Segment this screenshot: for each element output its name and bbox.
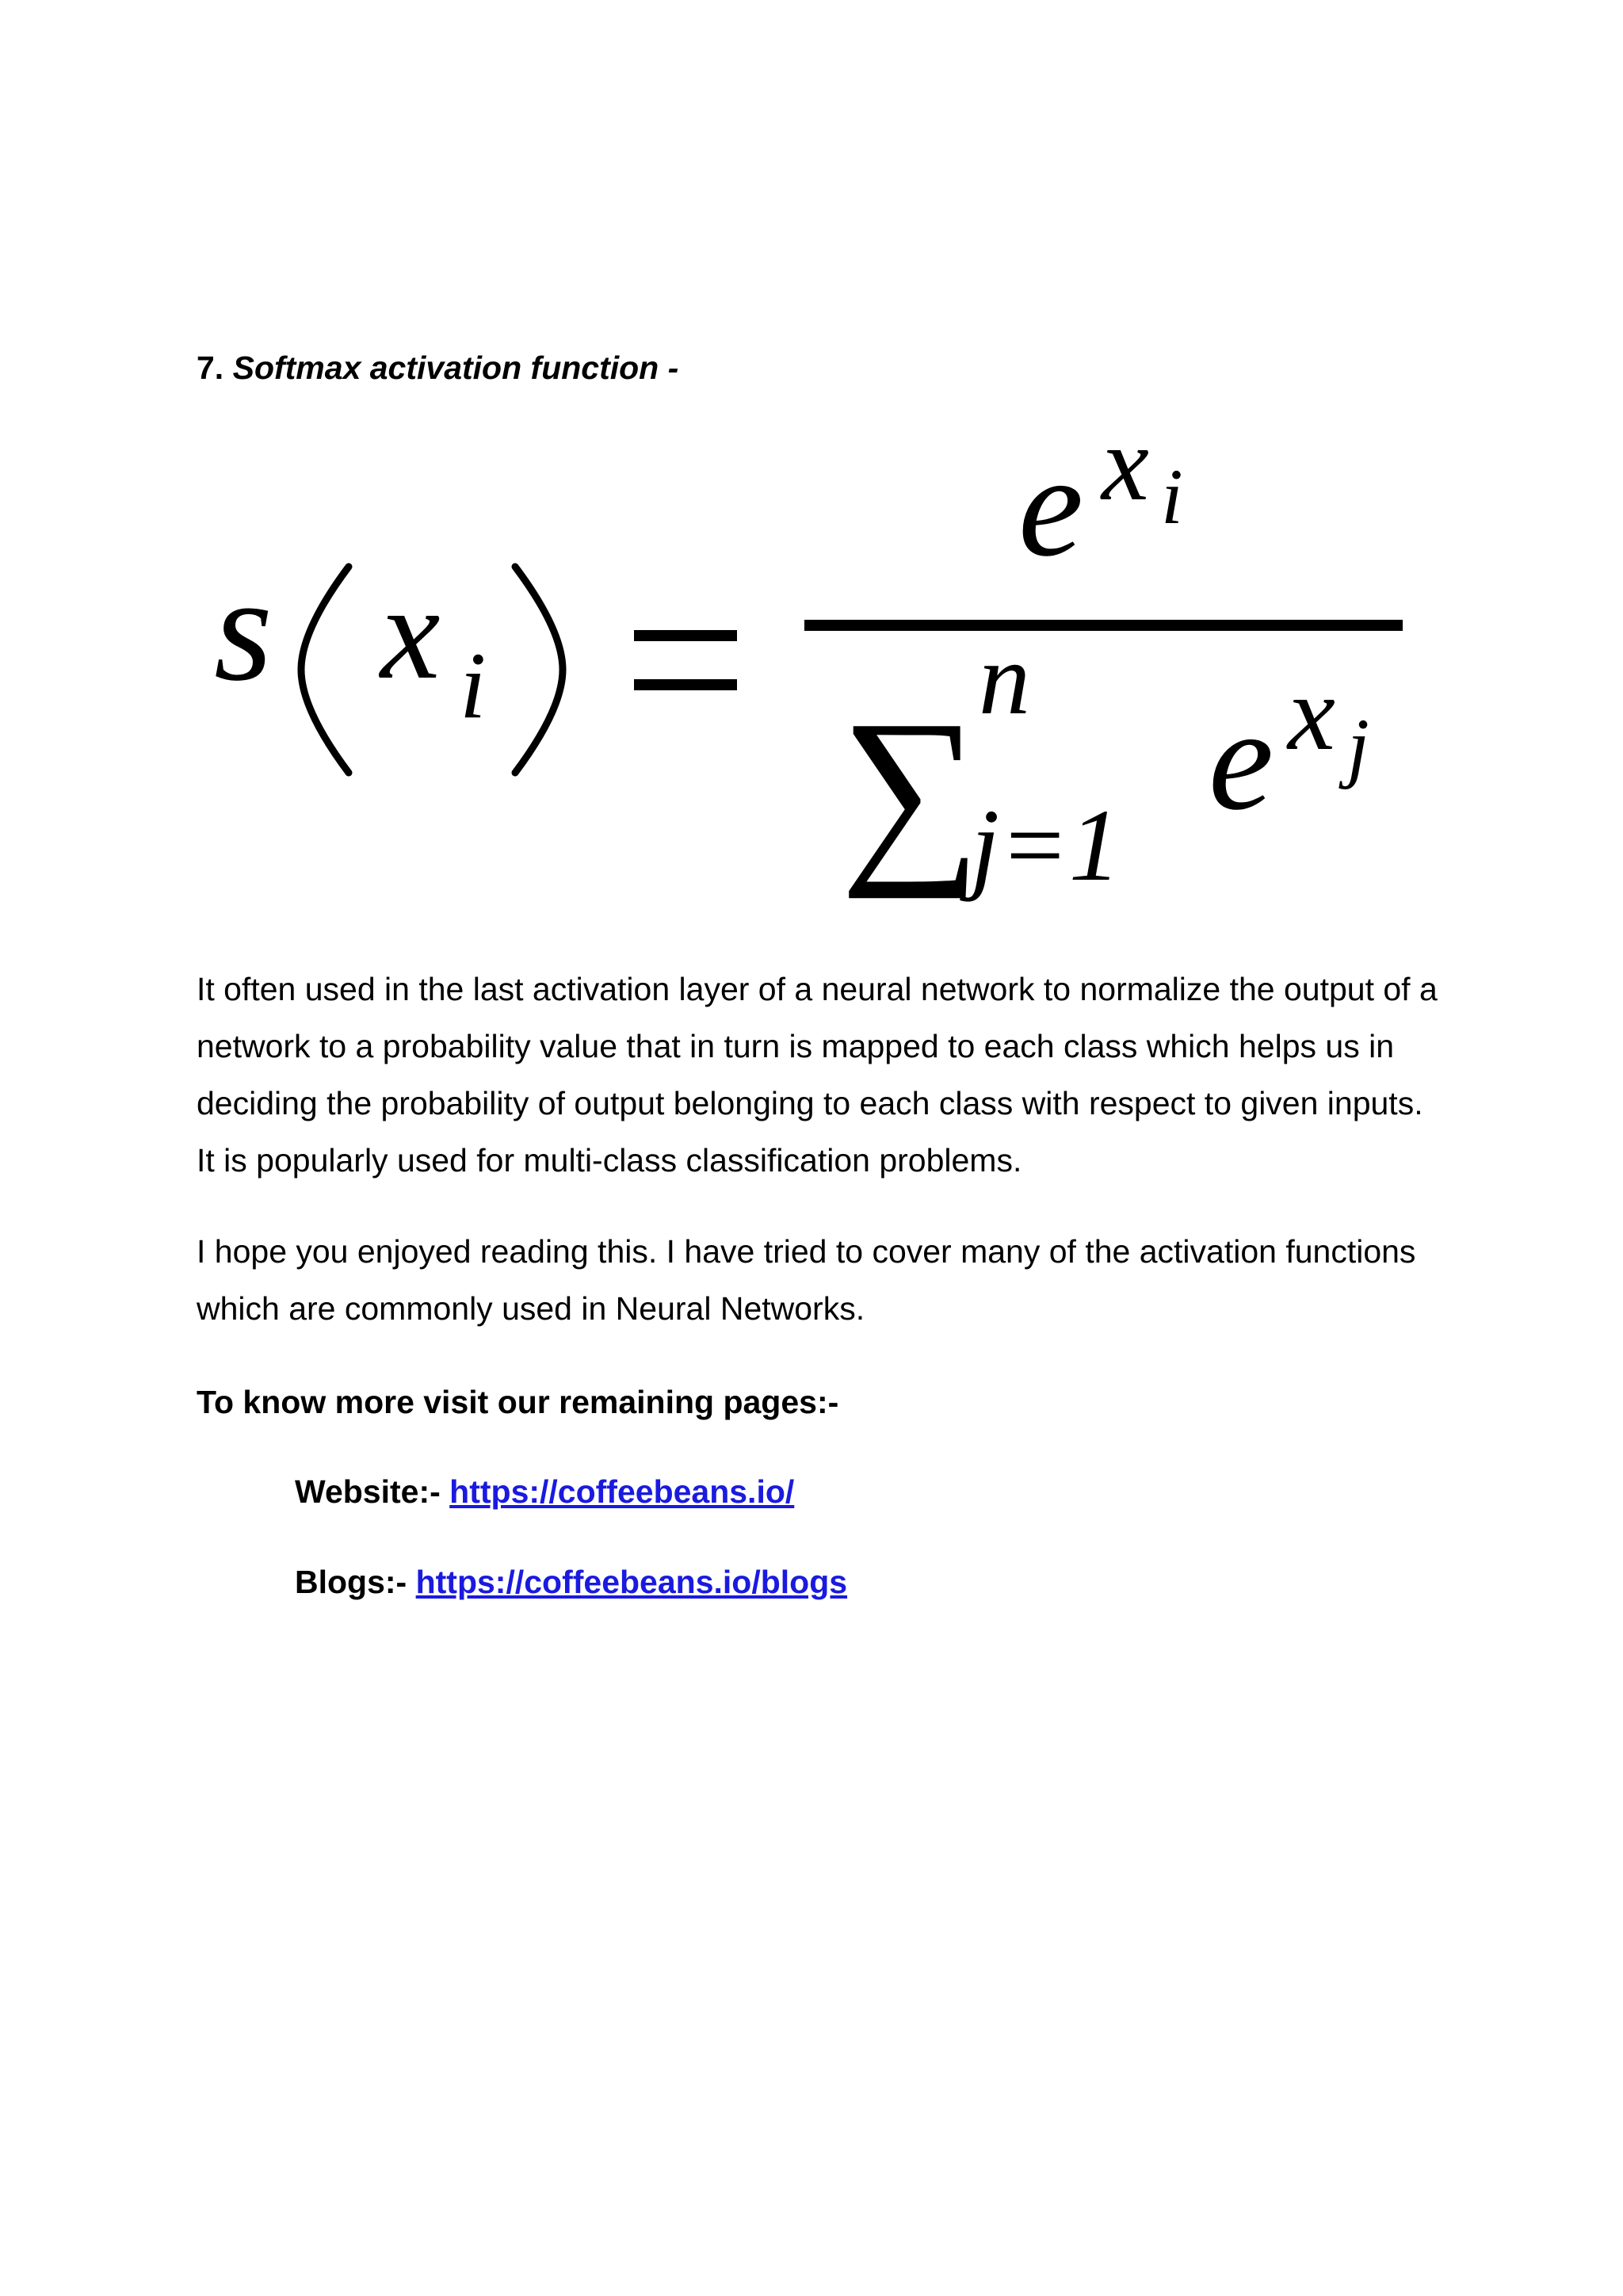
paragraph-closing: I hope you enjoyed reading this. I have tried to cover many of the activation functions which are commonly used in Neural Networks. xyxy=(197,1233,1416,1327)
call-to-action: To know more visit our remaining pages:- xyxy=(197,1384,839,1420)
formula-numerator-exp: x xyxy=(1102,432,1149,523)
section-heading xyxy=(197,349,678,388)
formula-equals-top xyxy=(634,630,737,641)
blogs-link[interactable]: https://coffeebeans.io/blogs xyxy=(415,1564,848,1600)
formula-lhs-function: s xyxy=(214,546,273,712)
formula-denominator-exp: x xyxy=(1288,655,1335,773)
formula-right-paren xyxy=(515,567,563,773)
section-number: 7. xyxy=(197,350,224,386)
section-title: Softmax activation function - xyxy=(232,350,679,386)
formula-fraction-bar xyxy=(804,620,1403,631)
formula-denominator-base: e xyxy=(1209,678,1274,841)
softmax-formula xyxy=(190,432,1426,923)
formula-equals-bottom xyxy=(634,679,737,690)
formula-sum-upper: n xyxy=(979,622,1030,736)
website-label: Website:- xyxy=(295,1473,441,1510)
formula-left-paren xyxy=(301,567,349,773)
blogs-label: Blogs:- xyxy=(295,1564,407,1600)
formula-sum-symbol: ∑ xyxy=(840,680,982,900)
website-link-row xyxy=(295,1463,794,1520)
paragraph-softmax-description: It often used in the last activation layer of a neural network to normalize the output of a network to a probability value that in turn is mapped to each class which helps us in deciding the probability of output belonging to each class with respect to given inputs. It is popularly used for multi-class classification problems. xyxy=(197,971,1438,1179)
formula-lhs-sub: i xyxy=(460,632,487,738)
formula-numerator-base: e xyxy=(1018,432,1084,587)
formula-lhs-var: x xyxy=(380,558,441,707)
formula-numerator-exp-sub: i xyxy=(1161,453,1183,541)
blogs-link-row xyxy=(295,1553,847,1610)
formula-denominator-exp-sub: j xyxy=(1347,702,1369,790)
website-link[interactable]: https://coffeebeans.io/ xyxy=(449,1473,795,1510)
formula-sum-lower: j=1 xyxy=(971,789,1121,903)
